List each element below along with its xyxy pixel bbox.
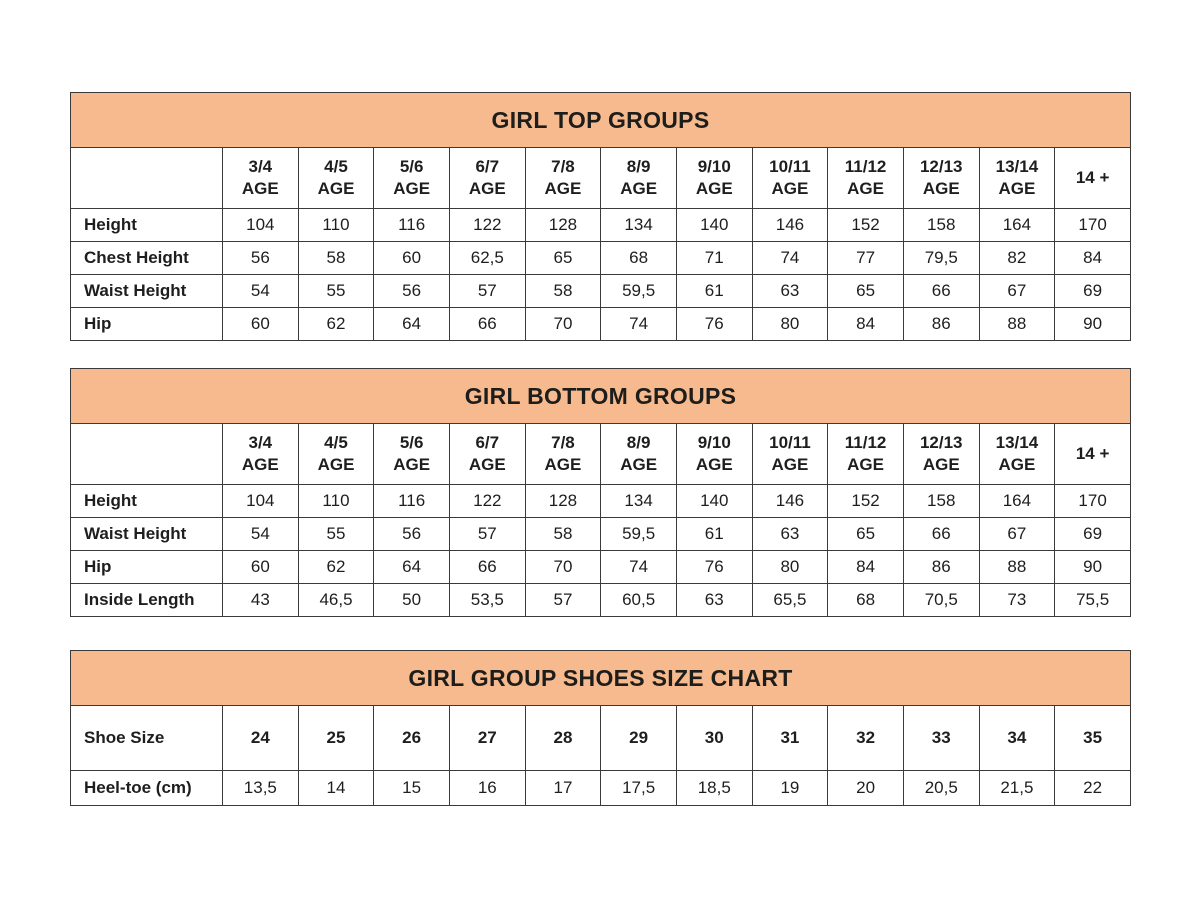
age-range-label: 8/9 — [626, 156, 651, 176]
value-cell: 21,5 — [979, 771, 1055, 806]
age-range-label: 3/4 — [248, 156, 273, 176]
age-range-label: 5/6 — [399, 156, 424, 176]
age-range-label: 11/12 — [844, 432, 887, 452]
value-cell: 128 — [525, 485, 601, 518]
age-column-header — [374, 148, 450, 209]
value-cell: 110 — [298, 209, 374, 242]
value-cell: 34 — [979, 706, 1055, 771]
age-column-header — [525, 424, 601, 485]
value-cell: 140 — [676, 485, 752, 518]
table-title: GIRL BOTTOM GROUPS — [71, 369, 1131, 424]
row-label: Hip — [71, 551, 223, 584]
value-cell: 60 — [374, 242, 450, 275]
value-cell: 16 — [449, 771, 525, 806]
age-column-header — [979, 148, 1055, 209]
age-word-label: AGE — [922, 455, 960, 474]
value-cell: 84 — [828, 551, 904, 584]
value-cell: 110 — [298, 485, 374, 518]
value-cell: 55 — [298, 518, 374, 551]
value-cell: 22 — [1055, 771, 1131, 806]
value-cell: 20 — [828, 771, 904, 806]
value-cell: 58 — [525, 275, 601, 308]
age-range-label: 6/7 — [475, 432, 500, 452]
age-column-header — [374, 424, 450, 485]
value-cell: 53,5 — [449, 584, 525, 617]
age-range-label: 9/10 — [697, 156, 731, 176]
value-cell: 70 — [525, 551, 601, 584]
value-cell: 80 — [752, 551, 828, 584]
age-column-header — [676, 148, 752, 209]
age-column-header — [903, 424, 979, 485]
value-cell: 164 — [979, 209, 1055, 242]
value-cell: 60 — [223, 551, 299, 584]
age-word-label: AGE — [771, 455, 809, 474]
age-word-label: AGE — [241, 455, 279, 474]
row-label: Shoe Size — [71, 706, 223, 771]
age-column-header — [752, 424, 828, 485]
row-label: Height — [71, 209, 223, 242]
value-cell: 54 — [223, 518, 299, 551]
age-column-header — [449, 148, 525, 209]
age-word-label: AGE — [468, 179, 506, 198]
value-cell: 146 — [752, 485, 828, 518]
value-cell: 76 — [676, 308, 752, 341]
age-column-header — [903, 148, 979, 209]
age-word-label: AGE — [847, 455, 884, 474]
value-cell: 104 — [223, 485, 299, 518]
value-cell: 90 — [1055, 308, 1131, 341]
age-word-label: AGE — [468, 455, 506, 474]
value-cell: 158 — [903, 485, 979, 518]
table-row-hip — [71, 551, 1131, 584]
age-range-label: 10/11 — [769, 432, 811, 452]
age-range-label: 12/13 — [919, 432, 963, 452]
table-row-inside-length — [71, 584, 1131, 617]
value-cell: 74 — [752, 242, 828, 275]
value-cell: 14 — [298, 771, 374, 806]
value-cell: 13,5 — [223, 771, 299, 806]
row-label: Inside Length — [71, 584, 223, 617]
value-cell: 77 — [828, 242, 904, 275]
value-cell: 74 — [601, 308, 677, 341]
table-row-waist-height — [71, 518, 1131, 551]
value-cell: 18,5 — [676, 771, 752, 806]
value-cell: 62 — [298, 308, 374, 341]
size-chart-table-girl-group-shoes-size-chart — [70, 650, 1131, 806]
age-range-label: 3/4 — [248, 432, 273, 452]
value-cell: 67 — [979, 275, 1055, 308]
value-cell: 30 — [676, 706, 752, 771]
value-cell: 70 — [525, 308, 601, 341]
value-cell: 19 — [752, 771, 828, 806]
value-cell: 59,5 — [601, 518, 677, 551]
age-column-header — [298, 424, 374, 485]
value-cell: 50 — [374, 584, 450, 617]
age-word-label: AGE — [998, 455, 1036, 474]
age-range-label: 14 + — [1075, 443, 1110, 463]
value-cell: 82 — [979, 242, 1055, 275]
value-cell: 57 — [449, 275, 525, 308]
age-range-label: 10/11 — [769, 156, 811, 176]
value-cell: 66 — [449, 308, 525, 341]
age-header-row — [71, 424, 1131, 485]
age-word-label: AGE — [393, 455, 431, 474]
value-cell: 33 — [903, 706, 979, 771]
age-header-row — [71, 148, 1131, 209]
age-column-header — [223, 148, 299, 209]
value-cell: 15 — [374, 771, 450, 806]
value-cell: 43 — [223, 584, 299, 617]
value-cell: 104 — [223, 209, 299, 242]
age-range-label: 6/7 — [475, 156, 500, 176]
value-cell: 122 — [449, 209, 525, 242]
age-word-label: AGE — [241, 179, 279, 198]
age-range-label: 7/8 — [551, 156, 575, 176]
value-cell: 58 — [525, 518, 601, 551]
age-column-header — [298, 148, 374, 209]
value-cell: 122 — [449, 485, 525, 518]
row-label: Hip — [71, 308, 223, 341]
table-row-heel-toe-cm — [71, 771, 1131, 806]
value-cell: 66 — [903, 518, 979, 551]
age-range-label: 13/14 — [995, 156, 1039, 176]
value-cell: 74 — [601, 551, 677, 584]
value-cell: 56 — [374, 518, 450, 551]
age-range-label: 7/8 — [551, 432, 575, 452]
value-cell: 64 — [374, 308, 450, 341]
age-range-label: 8/9 — [626, 432, 651, 452]
value-cell: 80 — [752, 308, 828, 341]
value-cell: 58 — [298, 242, 374, 275]
age-word-label: AGE — [998, 179, 1036, 198]
value-cell: 69 — [1055, 275, 1131, 308]
value-cell: 56 — [223, 242, 299, 275]
value-cell: 67 — [979, 518, 1055, 551]
table-row-chest-height — [71, 242, 1131, 275]
table-title-row — [71, 651, 1131, 706]
value-cell: 70,5 — [903, 584, 979, 617]
value-cell: 31 — [752, 706, 828, 771]
age-column-header — [828, 424, 904, 485]
age-word-label: AGE — [771, 179, 809, 198]
age-range-label: 5/6 — [399, 432, 424, 452]
value-cell: 62,5 — [449, 242, 525, 275]
value-cell: 60,5 — [601, 584, 677, 617]
value-cell: 24 — [223, 706, 299, 771]
value-cell: 68 — [828, 584, 904, 617]
value-cell: 73 — [979, 584, 1055, 617]
age-word-label: AGE — [317, 455, 355, 474]
age-word-label: AGE — [620, 179, 658, 198]
value-cell: 63 — [752, 275, 828, 308]
age-word-label: AGE — [393, 179, 431, 198]
value-cell: 170 — [1055, 485, 1131, 518]
age-word-label: AGE — [544, 455, 582, 474]
age-range-label: 4/5 — [324, 432, 348, 452]
value-cell: 29 — [601, 706, 677, 771]
age-column-header — [828, 148, 904, 209]
table-row-hip — [71, 308, 1131, 341]
age-range-label: 13/14 — [995, 432, 1039, 452]
value-cell: 152 — [828, 209, 904, 242]
value-cell: 66 — [903, 275, 979, 308]
value-cell: 57 — [525, 584, 601, 617]
age-word-label: AGE — [317, 179, 355, 198]
value-cell: 134 — [601, 209, 677, 242]
age-column-header — [223, 424, 299, 485]
value-cell: 66 — [449, 551, 525, 584]
value-cell: 84 — [1055, 242, 1131, 275]
value-cell: 86 — [903, 308, 979, 341]
value-cell: 17 — [525, 771, 601, 806]
value-cell: 69 — [1055, 518, 1131, 551]
table-title: GIRL GROUP SHOES SIZE CHART — [71, 651, 1131, 706]
value-cell: 26 — [374, 706, 450, 771]
value-cell: 54 — [223, 275, 299, 308]
value-cell: 63 — [752, 518, 828, 551]
size-chart-table-girl-bottom-groups — [70, 368, 1131, 617]
value-cell: 46,5 — [298, 584, 374, 617]
row-label: Waist Height — [71, 518, 223, 551]
value-cell: 61 — [676, 518, 752, 551]
age-range-label: 9/10 — [697, 432, 731, 452]
value-cell: 88 — [979, 308, 1055, 341]
value-cell: 63 — [676, 584, 752, 617]
value-cell: 65 — [828, 518, 904, 551]
value-cell: 170 — [1055, 209, 1131, 242]
size-chart-table-girl-top-groups — [70, 92, 1131, 341]
row-label: Height — [71, 485, 223, 518]
value-cell: 62 — [298, 551, 374, 584]
value-cell: 158 — [903, 209, 979, 242]
value-cell: 128 — [525, 209, 601, 242]
row-label: Heel-toe (cm) — [71, 771, 223, 806]
value-cell: 64 — [374, 551, 450, 584]
age-word-label: AGE — [544, 179, 582, 198]
value-cell: 27 — [449, 706, 525, 771]
value-cell: 88 — [979, 551, 1055, 584]
value-cell: 57 — [449, 518, 525, 551]
value-cell: 17,5 — [601, 771, 677, 806]
corner-cell — [71, 424, 223, 485]
value-cell: 75,5 — [1055, 584, 1131, 617]
value-cell: 20,5 — [903, 771, 979, 806]
value-cell: 116 — [374, 209, 450, 242]
age-range-label: 14 + — [1075, 167, 1110, 187]
value-cell: 71 — [676, 242, 752, 275]
value-cell: 152 — [828, 485, 904, 518]
value-cell: 65 — [525, 242, 601, 275]
value-cell: 68 — [601, 242, 677, 275]
value-cell: 28 — [525, 706, 601, 771]
value-cell: 134 — [601, 485, 677, 518]
table-title: GIRL TOP GROUPS — [71, 93, 1131, 148]
value-cell: 25 — [298, 706, 374, 771]
table-row-waist-height — [71, 275, 1131, 308]
age-word-label: AGE — [695, 179, 733, 198]
value-cell: 35 — [1055, 706, 1131, 771]
table-title-row — [71, 369, 1131, 424]
value-cell: 65 — [828, 275, 904, 308]
value-cell: 60 — [223, 308, 299, 341]
age-column-header — [525, 148, 601, 209]
age-range-label: 11/12 — [844, 156, 887, 176]
value-cell: 140 — [676, 209, 752, 242]
age-range-label: 12/13 — [919, 156, 963, 176]
value-cell: 55 — [298, 275, 374, 308]
age-column-header — [752, 148, 828, 209]
value-cell: 61 — [676, 275, 752, 308]
age-word-label: AGE — [922, 179, 960, 198]
age-word-label: AGE — [695, 455, 733, 474]
value-cell: 90 — [1055, 551, 1131, 584]
row-label: Waist Height — [71, 275, 223, 308]
value-cell: 59,5 — [601, 275, 677, 308]
value-cell: 65,5 — [752, 584, 828, 617]
value-cell: 146 — [752, 209, 828, 242]
age-range-label: 4/5 — [324, 156, 348, 176]
table-row-shoe-size — [71, 706, 1131, 771]
value-cell: 164 — [979, 485, 1055, 518]
age-column-header — [979, 424, 1055, 485]
age-column-header — [1055, 148, 1131, 209]
size-charts — [70, 92, 1131, 806]
table-title-row — [71, 93, 1131, 148]
age-column-header — [601, 148, 677, 209]
age-column-header — [676, 424, 752, 485]
value-cell: 116 — [374, 485, 450, 518]
age-word-label: AGE — [620, 455, 658, 474]
value-cell: 79,5 — [903, 242, 979, 275]
value-cell: 86 — [903, 551, 979, 584]
age-column-header — [1055, 424, 1131, 485]
value-cell: 76 — [676, 551, 752, 584]
age-column-header — [601, 424, 677, 485]
row-label: Chest Height — [71, 242, 223, 275]
table-row-height — [71, 209, 1131, 242]
value-cell: 84 — [828, 308, 904, 341]
age-word-label: AGE — [847, 179, 884, 198]
value-cell: 56 — [374, 275, 450, 308]
corner-cell — [71, 148, 223, 209]
age-column-header — [449, 424, 525, 485]
value-cell: 32 — [828, 706, 904, 771]
table-row-height — [71, 485, 1131, 518]
